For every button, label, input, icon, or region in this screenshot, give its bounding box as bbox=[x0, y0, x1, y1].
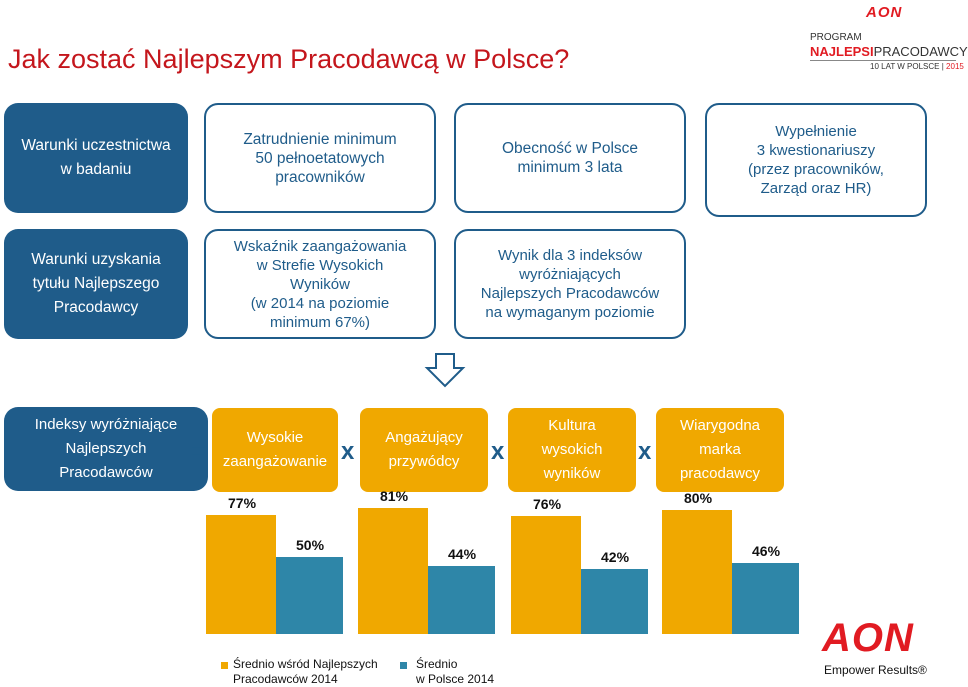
row1-label bbox=[4, 103, 188, 213]
legend-blue-line: Średnio bbox=[416, 657, 458, 671]
times-sign: x bbox=[491, 438, 505, 465]
formula-label bbox=[4, 407, 208, 491]
formula-item-line: Wysokie bbox=[246, 429, 304, 446]
formula-item-line: marka bbox=[699, 441, 741, 458]
formula-item-line: Kultura bbox=[548, 417, 596, 434]
row1-box1-line: 50 pełnoetatowych bbox=[255, 149, 385, 167]
formula-item-culture bbox=[508, 408, 636, 492]
bar-best-employers bbox=[662, 510, 732, 634]
formula-item-leaders bbox=[360, 408, 488, 492]
formula-label-line: Najlepszych bbox=[65, 440, 147, 457]
bar-best-employers bbox=[511, 516, 581, 634]
aon-logo: AON bbox=[822, 616, 914, 660]
bar-poland-average bbox=[581, 569, 648, 634]
equals-sign: = bbox=[191, 437, 206, 464]
row1-box3-line: 3 kwestionariuszy bbox=[756, 142, 876, 159]
bar-label-poland-average: 50% bbox=[296, 536, 325, 553]
program-line2-b: PRACODAWCY bbox=[873, 44, 968, 59]
bar-label-best-employers: 77% bbox=[228, 494, 257, 511]
row2-box1-line: (w 2014 na poziomie bbox=[250, 294, 390, 312]
legend-orange-line: Średnio wśród Najlepszych bbox=[233, 657, 378, 671]
bar-label-best-employers: 81% bbox=[380, 488, 409, 505]
row2-box1-line: Wskaźnik zaangażowania bbox=[233, 237, 407, 255]
row2-box2-line: Najlepszych Pracodawców bbox=[480, 285, 660, 302]
program-line3-b: 2015 bbox=[946, 62, 964, 71]
row2-box1-line: w Strefie Wysokich bbox=[256, 256, 384, 274]
legend-label-best-employers bbox=[233, 657, 378, 687]
row2-box2-line: wyróżniających bbox=[519, 266, 621, 283]
row1-box-presence bbox=[454, 103, 686, 213]
row1-box1-line: Zatrudnienie minimum bbox=[243, 130, 397, 148]
row1-box-questionnaires bbox=[705, 103, 927, 217]
formula-item-brand bbox=[656, 408, 784, 492]
program-logo bbox=[808, 4, 968, 74]
row2-label-line: tytułu Najlepszego bbox=[32, 275, 160, 292]
bar-label-poland-average: 46% bbox=[752, 542, 781, 559]
row2-box2-line: na wymaganym poziomie bbox=[485, 304, 655, 321]
formula-item-line: pracodawcy bbox=[679, 465, 761, 482]
legend-orange-line: Pracodawców 2014 bbox=[233, 672, 338, 686]
program-line2 bbox=[810, 44, 968, 59]
bar-poland-average bbox=[732, 563, 799, 634]
formula-item-line: wysokich bbox=[541, 441, 603, 458]
bar-poland-average bbox=[428, 566, 495, 634]
formula-item-line: Angażujący bbox=[385, 429, 463, 446]
formula-label-line: Indeksy wyróżniające bbox=[34, 416, 178, 433]
row1-box3-line: Wypełnienie bbox=[775, 123, 857, 140]
formula-item-engagement bbox=[212, 408, 338, 492]
row1-box2-line: Obecność w Polsce bbox=[501, 140, 639, 157]
program-line1: PROGRAM bbox=[810, 32, 862, 43]
row2-box-engagement bbox=[204, 229, 436, 339]
bar-label-best-employers: 76% bbox=[533, 496, 562, 513]
row2-label-line: Warunki uzyskania bbox=[31, 251, 161, 268]
row2-box1-line: minimum 67%) bbox=[269, 313, 371, 331]
program-line2-a: NAJLEPSI bbox=[810, 44, 874, 59]
program-line3-a: 10 LAT W POLSCE bbox=[870, 62, 940, 71]
row1-box2-line: minimum 3 lata bbox=[517, 159, 623, 176]
row2-box-indices bbox=[454, 229, 686, 339]
bar-best-employers bbox=[358, 508, 428, 634]
formula-item-line: zaangażowanie bbox=[222, 453, 328, 470]
bar-label-poland-average: 42% bbox=[601, 548, 630, 565]
times-sign: x bbox=[638, 438, 652, 465]
row2-label bbox=[4, 229, 188, 339]
legend-swatch-orange bbox=[221, 662, 228, 669]
row1-box3-line: (przez pracowników, bbox=[748, 161, 884, 178]
legend-label-poland-average bbox=[416, 657, 494, 687]
program-line3: 10 LAT W POLSCE | 2015 bbox=[870, 62, 964, 71]
times-sign: x bbox=[341, 438, 355, 465]
row2-label-line: Pracodawcy bbox=[53, 299, 139, 316]
row2-box2-line: Wynik dla 3 indeksów bbox=[497, 247, 643, 264]
row1-box3-line: Zarząd oraz HR) bbox=[760, 180, 872, 197]
formula-label-line: Pracodawców bbox=[59, 464, 153, 481]
bar-poland-average bbox=[276, 557, 343, 635]
down-arrow-icon bbox=[424, 352, 466, 388]
legend-blue-line: w Polsce 2014 bbox=[416, 672, 495, 686]
comparison-bar-chart bbox=[0, 490, 800, 640]
row1-label-line: w badaniu bbox=[60, 161, 132, 178]
aon-logo-small: AON bbox=[866, 4, 903, 21]
formula-item-line: Wiarygodna bbox=[679, 417, 761, 434]
formula-item-line: wyników bbox=[543, 465, 601, 482]
formula-item-line: przywódcy bbox=[388, 453, 460, 470]
bar-label-best-employers: 80% bbox=[684, 490, 713, 506]
row2-box1-line: Wyników bbox=[290, 275, 350, 293]
page-title: Jak zostać Najlepszym Pracodawcą w Polsce? bbox=[8, 44, 570, 74]
aon-tagline: Empower Results® bbox=[824, 663, 927, 677]
row1-box-employment bbox=[204, 103, 436, 213]
bar-label-poland-average: 44% bbox=[448, 545, 477, 562]
legend-swatch-blue bbox=[400, 662, 407, 669]
program-divider bbox=[810, 60, 956, 61]
row1-label-line: Warunki uczestnictwa bbox=[21, 137, 171, 154]
row1-box1-line: pracowników bbox=[275, 168, 365, 186]
bar-best-employers bbox=[206, 515, 276, 634]
